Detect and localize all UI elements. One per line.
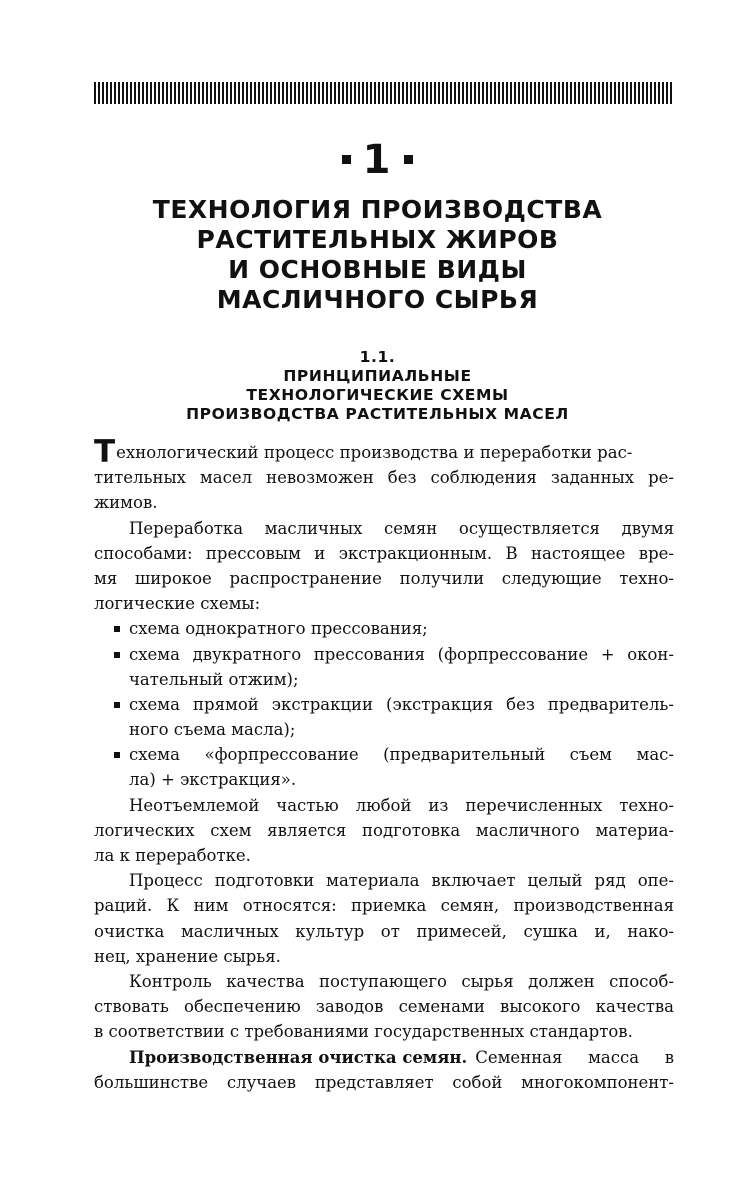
paragraph-line: Переработка масличных семян осуществляется двумя [129, 518, 674, 538]
chapter-title-line: РАСТИТЕЛЬНЫХ ЖИРОВ [196, 225, 559, 254]
section-title-line: ТЕХНОЛОГИЧЕСКИЕ СХЕМЫ [246, 386, 509, 404]
list-item: схема прямой экстракции (экстракция без предваритель- [94, 692, 674, 717]
section-title-line: ПРИНЦИПИАЛЬНЫЕ [283, 367, 472, 385]
square-ornament-right [404, 155, 413, 164]
chapter-title-line: МАСЛИЧНОГО СЫРЬЯ [216, 285, 539, 314]
bullet-square [114, 702, 120, 708]
paragraph-line: ла к переработке. [94, 846, 251, 865]
list-item: схема «форпрессование (предварительный съем мас- [94, 742, 674, 767]
list-item-continuation: чательный отжим); [129, 669, 299, 689]
list-item: схема однократного прессования; [94, 616, 674, 641]
paragraph-line: очистка масличных культур от примесей, сушка и, нако- [94, 921, 674, 941]
bullet-square [114, 626, 120, 632]
square-ornament-left [342, 155, 351, 164]
list-item-continuation: ла) + экстракция». [129, 770, 297, 790]
paragraph-line: в соответствии с требованиями государственных стандартов. [94, 1022, 633, 1042]
chapter-title-line: И ОСНОВНЫЕ ВИДЫ [228, 255, 527, 284]
section-number: 1.1. [359, 348, 396, 366]
run-in-heading: Производственная очистка семян. [129, 1047, 468, 1067]
section-heading [0, 348, 755, 424]
bullet-square [114, 752, 120, 758]
paragraph-line: ствовать обеспечению заводов семенами высокого качества [94, 997, 674, 1017]
chapter-title-line: ТЕХНОЛОГИЯ ПРОИЗВОДСТВА [152, 195, 603, 224]
paragraph-line: мя широкое распространение получили следующие техно- [94, 568, 674, 588]
chapter-title [0, 195, 755, 315]
drop-cap: Т [94, 434, 116, 470]
paragraph-line: тительных масел невозможен без соблюдения заданных ре- [94, 468, 674, 488]
paragraph-line: жимов. [94, 493, 158, 513]
list-item: схема двукратного прессования (форпрессование + окон- [94, 642, 674, 667]
body-text [94, 434, 674, 1095]
paragraph-line: нец, хранение сырья. [94, 946, 281, 966]
paragraph-line: логические схемы: [94, 594, 261, 614]
paragraph-line: раций. К ним относятся: приемка семян, производственная [94, 896, 674, 916]
paragraph-line: Производственная очистка семян. Семенная масса в [94, 1045, 674, 1070]
section-title-line: ПРОИЗВОДСТВА РАСТИТЕЛЬНЫХ МАСЕЛ [186, 405, 569, 423]
paragraph-line: Процесс подготовки материала включает целый ряд опе- [129, 871, 674, 891]
list-item-continuation: ного съема масла); [129, 720, 296, 740]
paragraph-line: способами: прессовым и экстракционным. В настоящее вре- [94, 543, 674, 563]
bullet-square [114, 652, 120, 658]
paragraph-line: Т ехнологический процесс производства и переработки рас- [94, 434, 633, 470]
decorative-rule [94, 82, 674, 104]
chapter-number: 1 [0, 138, 755, 182]
paragraph-line: Контроль качества поступающего сырья должен способ- [129, 971, 674, 991]
paragraph-line: большинстве случаев представляет собой многокомпонент- [94, 1072, 674, 1092]
paragraph-line: Неотъемлемой частью любой из перечисленных техно- [129, 795, 674, 815]
paragraph-line: логических схем является подготовка масличного материа- [94, 820, 674, 840]
